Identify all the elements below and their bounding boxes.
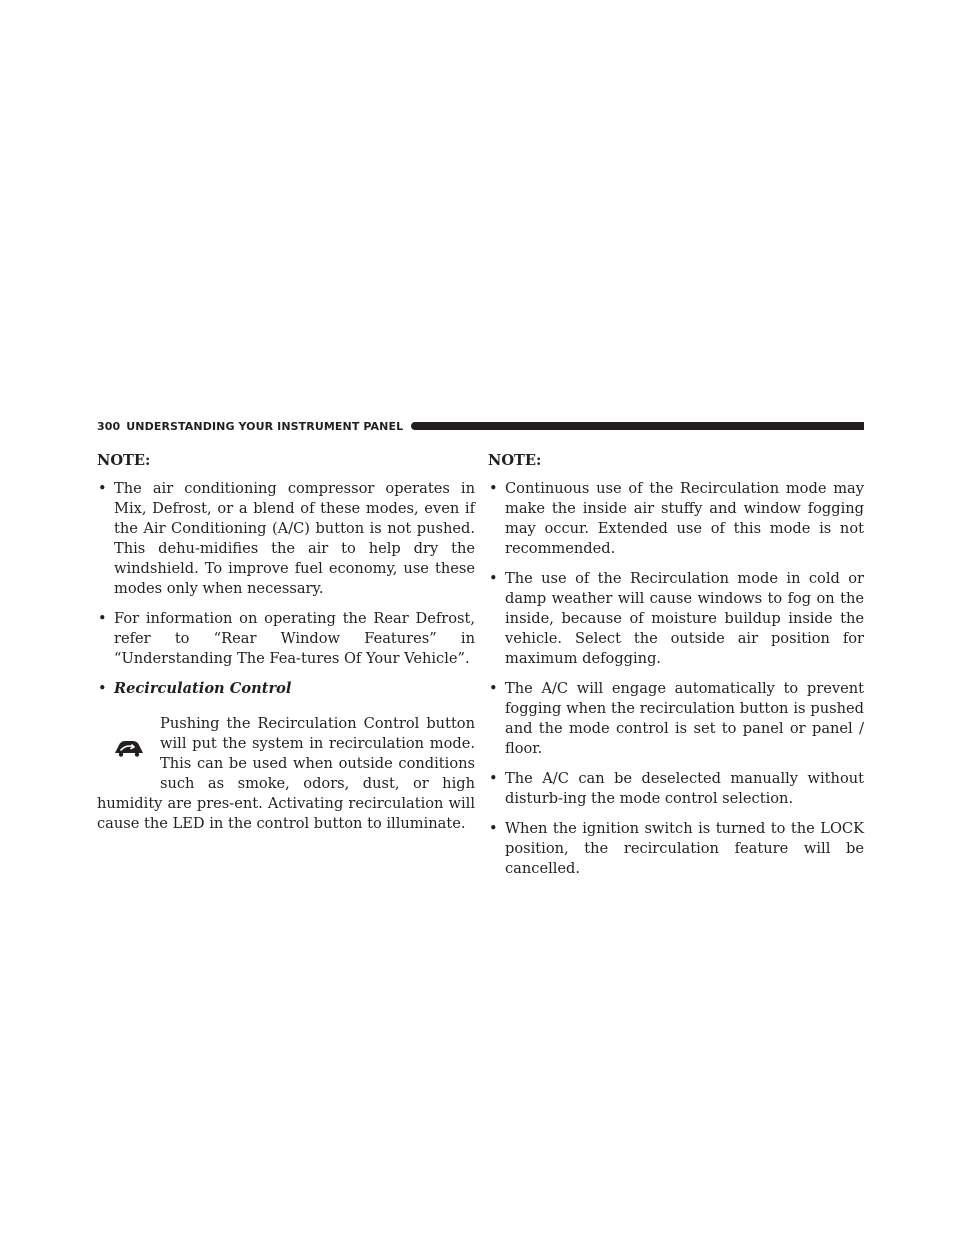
recirc-description	[97, 714, 475, 834]
bullet-dot: •	[98, 680, 107, 697]
list-item	[488, 479, 864, 559]
recirculation-icon	[113, 736, 145, 758]
bullet-dot: •	[98, 480, 107, 497]
bullet-text: When the ignition switch is turned to the LOCK position, the recirculation feature will be cancelled.	[505, 820, 864, 877]
right-column	[488, 451, 864, 889]
list-item	[488, 679, 864, 759]
header-rule	[411, 422, 864, 430]
bullet-text: The air conditioning compressor operates in Mix, Defrost, or a blend of these modes, even if the Air Conditioning (A/C) button is not pushed. This dehu-midifies the air to help dry the windshield. To improve fuel economy, use these modes only when necessary.	[114, 480, 475, 597]
bullet-text: The use of the Recirculation mode in cold or damp weather will cause windows to fog on the inside, because of moisture buildup inside the vehicle. Select the outside air position for maximum defogging.	[505, 570, 864, 667]
list-item	[97, 679, 475, 699]
bullet-text: The A/C will engage automatically to prevent fogging when the recirculation button is pushed and the mode control is set to panel or panel / floor.	[505, 680, 864, 757]
bullet-dot: •	[489, 820, 498, 837]
left-column	[97, 451, 475, 848]
recirc-heading: Recirculation Control	[114, 680, 292, 697]
page-number: 300	[97, 419, 121, 433]
bullet-dot: •	[98, 610, 107, 627]
bullet-dot: •	[489, 570, 498, 587]
note-heading: NOTE:	[488, 452, 542, 469]
list-item	[97, 609, 475, 669]
bullet-text: The A/C can be deselected manually without disturb-ing the mode control selection.	[505, 770, 864, 807]
note-heading: NOTE:	[97, 452, 151, 469]
recirc-block	[97, 714, 475, 834]
bullet-text: For information on operating the Rear Defrost, refer to “Rear Window Features” in “Understanding The Fea-tures Of Your Vehicle”.	[114, 610, 475, 667]
bullet-dot: •	[489, 480, 498, 497]
section-title: UNDERSTANDING YOUR INSTRUMENT PANEL	[126, 419, 404, 433]
bullet-dot: •	[489, 680, 498, 697]
list-item	[488, 769, 864, 809]
list-item	[488, 819, 864, 879]
page-header	[97, 418, 864, 434]
list-item	[488, 569, 864, 669]
bullet-dot: •	[489, 770, 498, 787]
recirc-text: Pushing the Recirculation Control button will put the system in recirculation mode. This can be used when outside conditions such as smoke, odors, dust, or high humidity are pres-ent. Activating recirculation will cause the LED in the control button to illuminate.	[97, 714, 475, 832]
list-item	[97, 479, 475, 599]
bullet-text: Continuous use of the Recirculation mode may make the inside air stuffy and window fogging may occur. Extended use of this mode is not recommended.	[505, 480, 864, 557]
